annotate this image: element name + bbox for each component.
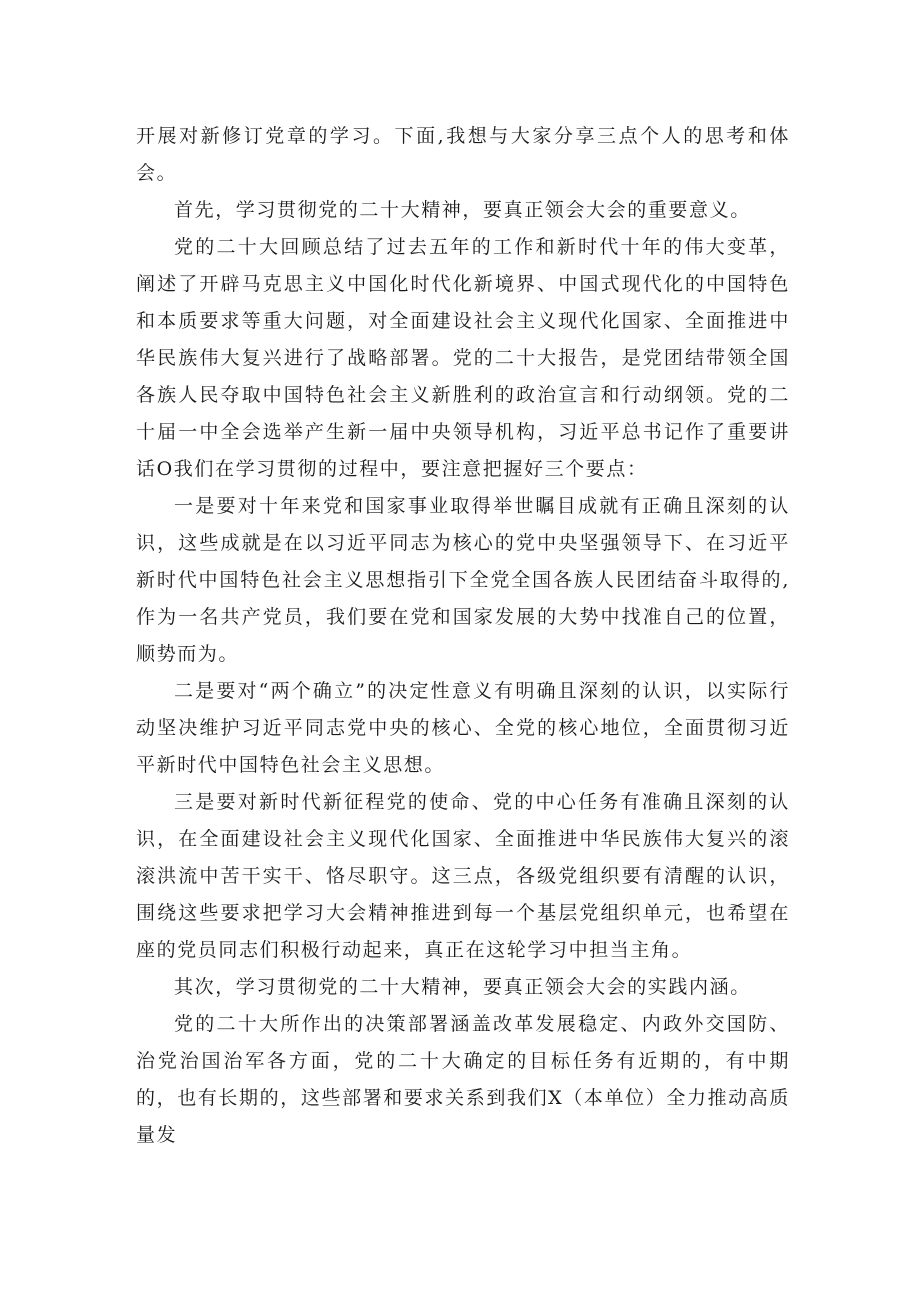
paragraph-continuation: 开展对新修订党章的学习。下面,我想与大家分享三点个人的思考和体会。 [136,125,790,184]
paragraph-point-three: 三是要对新时代新征程党的使命、党的中心任务有准确且深刻的认识，在全面建设社会主义现代化国家、全面推进中华民族伟大复兴的滚滚洪流中苦干实干、恪尽职守。这三点，各级党组织要有清醒的认识，围绕这些要求把学习大会精神推进到每一个基层党组织单元，也希望在座的党员同志们积极行动起来，真正在这轮学习中担当主角。 [136,791,790,961]
paragraph-second-point-heading: 其次，学习贯彻党的二十大精神，要真正领会大会的实践内涵。 [174,976,751,998]
paragraph-congress-review: 党的二十大回顾总结了过去五年的工作和新时代十年的伟大变革，阐述了开辟马克思主义中国化时代化新境界、中国式现代化的中国特色和本质要求等重大问题，对全面建设社会主义现代化国家、全面推进中华民族伟大复兴进行了战略部署。党的二十大报告，是党团结带领全国各族人民夺取中国特色社会主义新胜利的政治宣言和行动纲领。党的二十届一中全会选举产生新一届中央领导机构，习近平总书记作了重要讲话O我们在学习贯彻的过程中，要注意把握好三个要点： [136,236,790,480]
paragraph-first-point-heading: 首先，学习贯彻党的二十大精神，要真正领会大会的重要意义。 [174,199,751,221]
document-body [136,118,790,1154]
paragraph-point-two: 二是要对“两个确立”的决定性意义有明确且深刻的认识，以实际行动坚决维护习近平同志党中央的核心、全党的核心地位，全面贯彻习近平新时代中国特色社会主义思想。 [136,680,790,776]
paragraph-decisions-deployment: 党的二十大所作出的决策部署涵盖改革发展稳定、内政外交国防、治党治国治军各方面，党的二十大确定的目标任务有近期的，有中期的，也有长期的，这些部署和要求关系到我们X（本单位）全力推动高质量发 [136,1013,790,1146]
paragraph-point-one: 一是要对十年来党和国家事业取得举世瞩目成就有正确且深刻的认识，这些成就是在以习近平同志为核心的党中央坚强领导下、在习近平新时代中国特色社会主义思想指引下全党全国各族人民团结奋斗取得的,作为一名共产党员，我们要在党和国家发展的大势中找准自己的位置，顺势而为。 [136,495,790,665]
